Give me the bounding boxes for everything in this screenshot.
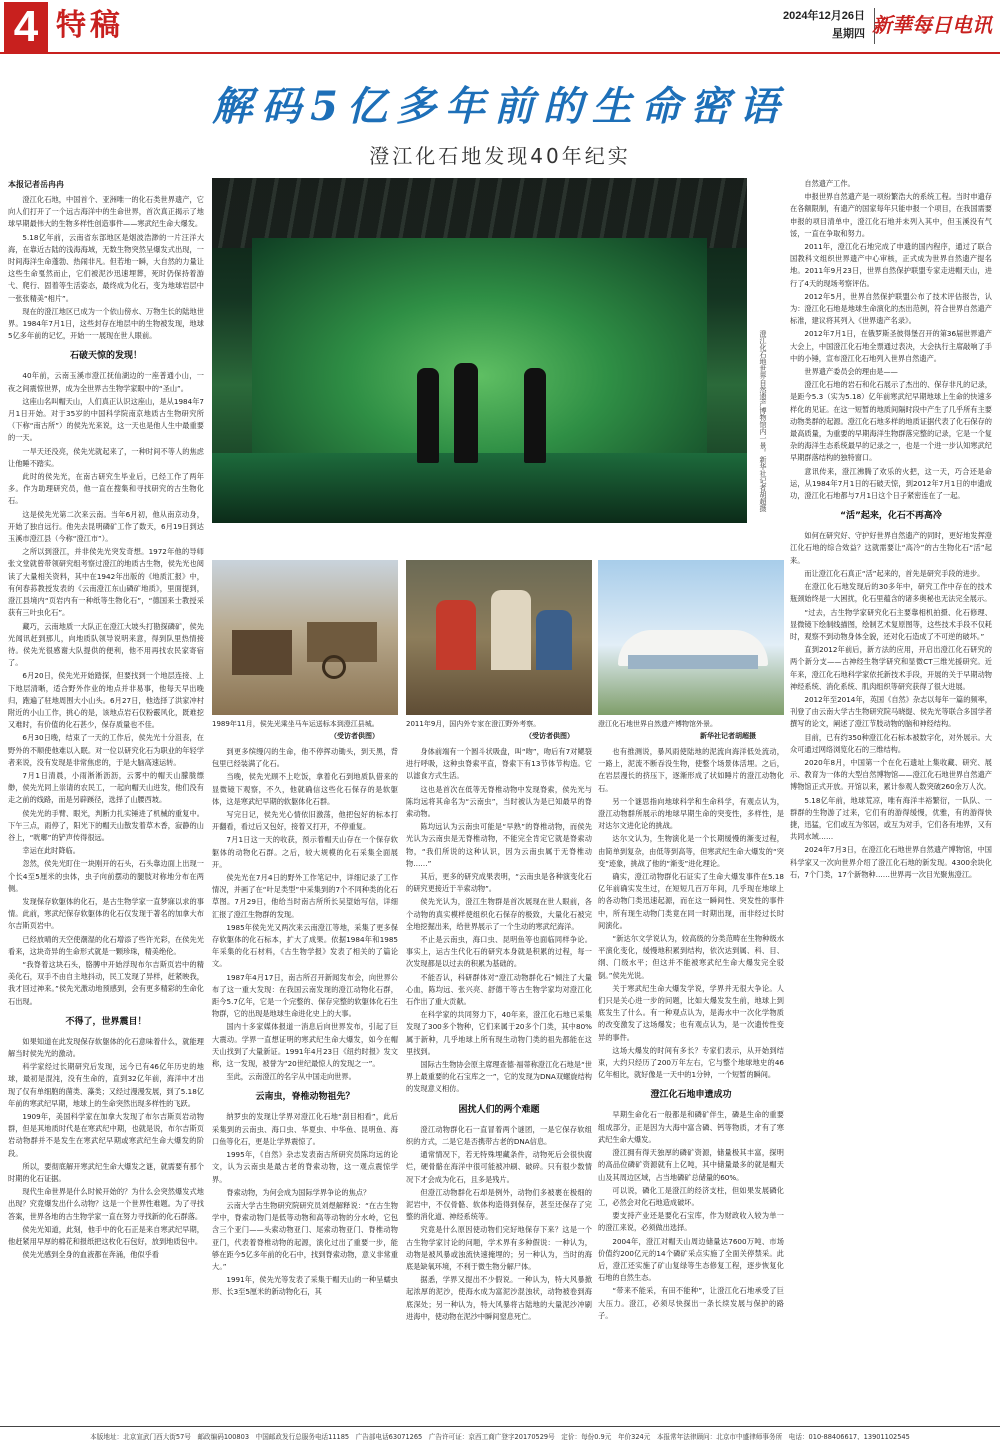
- footer-info: 本版地址：北京宣武门西大街57号 邮政编码100803 中国邮政发行总服务电话11185 广告部电话63071265 广告许可证：京西工商广登字20170529号 定价：每份0.9元 年价324元 本报常年法律顾问：北京市中盛律师事务所 电话：010-88406617、13901102545: [90, 1433, 910, 1441]
- section-heading: 困扰人们的两个难题: [458, 1104, 540, 1115]
- paragraph: 目前，已有约350种澄江化石标本被数字化，对外展示。大众可通过网络浏览化石的三维结构。: [790, 732, 992, 754]
- paragraph: 此时的侯先光，在南古研究生毕业后，已经工作了两年多。作为助理研究员，他一直在搜集和寻找研究的古生物化石。: [8, 472, 204, 506]
- paragraph: 至此，云南澄江的名字从中国走向世界。: [226, 1072, 356, 1082]
- photo3-caption: 澄江化石地世界自然遗产博物馆外景。: [598, 720, 717, 728]
- hero-photo-caption: 澄江化石地世界自然遗产博物馆内一景。新华社记者胡超摄: [759, 330, 767, 512]
- paragraph: 其后，更多的研究成果表明，“云南虫是各种演变化石的研究更接近于半索动物”。: [406, 872, 592, 894]
- section-heading: 石破天惊的发现！: [69, 351, 142, 362]
- article-column-1: [8, 178, 204, 1422]
- issue-date: 2024年12月26日: [783, 10, 865, 22]
- paragraph: 究竟是什么原因使动物们完好地保存下来？这是一个古生物学家讨论的问题，学术界有多种假说：一种认为，动物是被风暴或浊流快速掩埋的；另一种认为，当时的海底是缺氧环境，不利于微生物分解尸体。: [406, 1225, 592, 1271]
- field-survey-photo: [406, 560, 592, 715]
- paragraph: 2012年至2014年，英国《自然》杂志以每年一篇的频率，刊登了由云南大学古生物研究院马晓缇、侯先光等联合多国学者撰写的论文，阐述了澄江节肢动物的脑和神经结构。: [790, 694, 992, 729]
- paragraph: 一旱天还没亮，侯先光就起来了，一种时间不等人的焦虑让他睡不踏实。: [8, 446, 204, 468]
- paragraph: 侯先光在7月4日的野外工作笔记中，详细记录了工作情况，并画了在“叶足类型”中采集到的7个不同种类的化石草图。7月29日，他给当时南古所所长吴望始写信，详细汇报了澄江生物群的发现。: [212, 873, 398, 919]
- article-column-4: [406, 746, 592, 1422]
- paragraph: 这是侯先光第二次来云南。当年6月初，他从南京动身，开始了独自远行。他先去昆明磷矿工作了数天，6月19日到达玉溪市澄江县（今称“澄江市”）。: [8, 509, 204, 544]
- paragraph: 已经放晴的天空使潮湿的化石增添了些许光彩，在侯先光看来，这块奇异的生命形式就是一颗珍珠，精美绝伦。: [8, 934, 204, 956]
- photo-visitor-silhouette: [417, 368, 439, 463]
- paragraph: 现在的澄江地区已成为一个依山傍水、万物生长的陆地世界。1984年7月1日，这些封存在地层中的生物被发现，地球5亿多年前的记忆，开始一一展现在世人眼前。: [8, 306, 204, 341]
- paragraph: 5.18亿年前，地球荒凉，唯有海洋丰裕繁衍，一队队、一群群的生物游了过来，它们有的游得缓慢，优雅，有的游得快捷，迅猛，它们或互为邻居，或互为对手，它们各有地界，又有共同水域……: [790, 795, 992, 842]
- paragraph: “新达尔文学说认为，较高级的分类范畴在生物种级水平演化变化，缓慢地积累到结构，依次达到属、科、目、纲、门级水平；但这并不能被寒武纪生命大爆发完全驳倒。”侯先光说。: [598, 934, 784, 980]
- paragraph: 澄江化石地的岩石和化石展示了杰出的、保存非凡的记录，是距今5.3（实为5.18）亿年前寒武纪早期地球上生命的快速多样化的见证。在这一短暂的地质间隔时段中产生了几乎所有主要动物类群的起源。澄江化石地多样的地质证据代表了化石保存的最高质量，为重要的早期海洋生物群落完整的记录，它是一个复杂的海洋生态系统最早的记录之一，也是一个进一步认知寒武纪早期群落结构的独特窗口。: [790, 380, 992, 463]
- paragraph: 侯先光认为，澄江生物群是首次展现在世人眼前，各个动物的真实模样使组织化石保存的极致，大量化石被完全地挖掘出来，给世界展示了一个生动的寒武纪海洋。: [406, 897, 592, 931]
- paragraph: 2011年，澄江化石地完成了申遗的国内程序，通过了联合国教科文组织世界遗产中心审核，正式成为世界自然遗产提名地。2011年9月23日，世界自然保护联盟专家走进帽天山，进行了4天的现场考察评估。: [790, 242, 992, 288]
- paragraph: 自然遗产工作。: [804, 179, 855, 188]
- article-column-3: [212, 746, 398, 1422]
- paragraph: 达尔文认为，生物演化是一个长期缓慢的渐变过程，由简单到复杂，由低等到高等，但寒武纪生命大爆发的“突变”迹象，挑战了他的“渐变”进化理论。: [598, 834, 784, 868]
- paragraph: 而让澄江化石真正“活”起来的，首先是研究手段的进步。: [804, 568, 985, 578]
- article-subtitle: 澄江化石地发现40年纪实: [369, 144, 631, 168]
- paragraph: 这场大爆发的时间有多长？专家们表示，从开始到结束，大约只经历了200万年左右，它与整个地球地史的46亿年相比，就好像是一天中的1分钟，一个短暂的瞬间。: [598, 1045, 784, 1080]
- paragraph: 1909年，美国科学家在加拿大发现了布尔吉斯页岩动物群，但是其地质时代是在寒武纪中期，也就是说，布尔吉斯页岩动物群并不是发生在寒武纪早期或寒武纪生命大爆发的阶段。: [8, 1112, 204, 1158]
- paragraph: 如果知道在此发现保存软躯体的化石意味着什么，就能理解当时侯先光的激动。: [8, 1036, 204, 1058]
- paragraph: “过去，古生物学家研究化石主要靠相机拍摄、化石修理、显微镜下绘制线描图，绘制艺术复原图等，这些技术手段不仅耗时，观察不到动物身体全貌，还对化石造成了不可逆的破坏。”: [790, 607, 992, 641]
- paragraph: 早期生命化石一般都是和磷矿伴生，磷是生命的重要组成部分，正是因为大海中富含磷、钙等物质，才有了寒武纪生命大爆发。: [598, 1110, 784, 1144]
- paragraph: 也有推测说，暴风雨使陆地的泥流向海洋低处流动，一路上，泥流不断吞没生物，使整个场景体活埋。之后，在岩层漫长的挤压下，逐渐形成了状如睡片的澄江动物化石。: [598, 747, 784, 793]
- paragraph: 7月1日这一天的收获，预示着帽天山存在一个保存软躯体的动物化石群。之后，较大规模的化石采集全面展开。: [212, 835, 398, 869]
- issue-weekday: 星期四: [832, 28, 865, 40]
- photo3-credit: 新华社记者胡超摄: [700, 732, 756, 740]
- paragraph: 当晚，侯先光顾不上吃饭，拿着化石到地质队借来的显微镜下观察，不久，他就确信这些化石保存的是软躯体，这是寒武纪早期的软躯体化石群。: [212, 772, 398, 806]
- paragraph: 申报世界自然遗产是一项纷繁浩大的系统工程。当时申遗存在各额限制，有遗产的国家每年只能申报一个项目，在我国需要申报的项目清单中，澄江化石地并未列入其中，但玉溪没有气馁，一直在争取和努力。: [790, 192, 992, 238]
- paragraph: 侯先光的手臂、眼光，判断力扎实锤进了机械的重复中。下午三点，雨停了，阳光下的帽天山散发着草木香，寂静的山谷上，“咣啷”的铲声传得很远。: [8, 808, 204, 842]
- paragraph: 幸运在此时降临。: [22, 846, 80, 856]
- byline: 本报记者岳冉冉: [8, 180, 64, 189]
- paragraph: 藏巧，云南地质一大队正在澄江大坡头打勘探磷矿，侯先光闻讯赶到那儿，向地质队领导说明来意，得到队里热情接待。侯先光很感谢大队提供的便利，他不用再找农民家寄宿了。: [8, 621, 204, 668]
- paragraph: 澄江拥有得天独厚的磷矿资源，储量极其丰富，探明的高品位磷矿资源就有上亿吨，其中储量最多的就是帽天山及其周边区域，占当地磷矿总储量的60%。: [598, 1148, 784, 1182]
- top-rule: [0, 52, 1000, 54]
- paragraph: 2024年7月3日，在澄江化石地世界自然遗产博物馆，中国科学家又一次向世界介绍了澄江化石地的新发现。4300余块化石，7个门类，17个新物种……世界再一次目光聚焦澄江。: [790, 845, 992, 879]
- section-heading: “活”起来，化石不再高冷: [840, 511, 942, 522]
- paragraph: 但澄江动物群化石却是例外，动物们多被裹在极细的泥岩中，不仅骨骼、软体构造得到保存，甚至还保存了完整的消化道、神经系统等。: [406, 1187, 592, 1222]
- paragraph: 澄江化石地，中国首个、亚洲唯一的化石类世界遗产，它向人们打开了一个远古海洋中的生命世界，首次真正揭示了地球早期最伟大的生物多样性创造事件——寒武纪生命大爆发。: [8, 195, 204, 229]
- paragraph: 国内十多家媒体报道一消息后向世界发布，引起了巨大震动。学界一直想证明的寒武纪生命大爆发，如今在帽天山找到了大量新证。1991年4月23日《纽约时报》发文称，这一发现，被誉为“20世纪最惊人的发现之一”。: [212, 1022, 398, 1069]
- paragraph: 1991年，侯先光等发表了采集于帽天山的一种呈蠕虫形、长3至5厘米的新动物化石，其: [212, 1275, 398, 1297]
- paragraph: 发现保存软躯体的化石，是古生物学家一直梦寐以求的事情。此前，寒武纪保存软躯体的化石仅发现于著名的加拿大布尔吉斯页岩中。: [8, 896, 204, 931]
- paragraph: 2012年5月，世界自然保护联盟公布了技术评估报告，认为：澄江化石地是地球生命演化的杰出范例，符合世界自然遗产标准，建议将其列入《世界遗产名录》。: [790, 291, 992, 326]
- paragraph: 澄江动物群化石一直冒着两个谜团，一是它保存软组织的方式，二是它是否携带古老的DNA信息。: [406, 1124, 592, 1146]
- paragraph: 忽然，侯先光盯住一块刚开的石头，石头靠边面上出现一个长4至5厘米的虫体，虫子向前摆动的腿肢对称地分布在两侧。: [8, 859, 204, 893]
- paragraph: “我脊着这块石头，胳膊中开始浮现布尔吉斯页岩中的精美化石，双手不由自主地抖动，民工发现了异样，赶紧映我，我才回过神来。”侯先光激动地预感到，会有更多精彩的生命化石出现。: [8, 959, 204, 1006]
- paragraph: 如何在研究好、守护好世界自然遗产的同时，更好地发挥澄江化石地的综合效益？这就需要让“高冷”的古生物化石“活”起来。: [790, 531, 992, 565]
- paragraph: 这座山名叫帽天山，人们真正认识这座山，是从1984年7月1日开始。对于35岁的中国科学院南京地质古生物研究所（下称“南古所”）的侯先光来说，这一天也是他人生中最重要的一天。: [8, 396, 204, 443]
- photo1-credit: （受访者供图）: [330, 732, 379, 740]
- paragraph: 不止是云南虫，海口虫、昆明鱼等也面临同样争论。事实上，运古生代化石的研究本身就是积累的过程，每一次发现都是以过去的积累为基础的。: [406, 935, 592, 969]
- paragraph: 在澄江化石地发现后的30多年中，研究工作中存在的技术瓶颈始终是一大困扰，化石里蕴含的诸多奥秘也无法完全展示。: [790, 582, 992, 604]
- paragraph: 2012年7月1日，在俄罗斯圣彼得堡召开的第36届世界遗产大会上，中国澄江化石地全票通过表决，大会执行主席敲响了手中的小锤，宣布澄江化石地列入世界自然遗产。: [790, 329, 992, 363]
- masthead: [0, 0, 1000, 54]
- paragraph: 要支持产业还是要化石宝库，作为财政收入较为单一的澄江来说，必须做出选择。: [598, 1211, 784, 1233]
- photo-visitor-silhouette: [524, 368, 546, 463]
- paragraph: 1995年，《自然》杂志发表南古所研究员陈均远的论文，认为云南虫是最古老的脊索动物，这一观点震惊学界。: [212, 1150, 398, 1184]
- paragraph: 关于寒武纪生命大爆发学说，学界并无很大争论。人们只是关心进一步的问题，比如大爆发发生前，地球上到底发生了什么。有一种观点认为，是海水中一次化学物质的改变激发了这场爆发；也有观点认为，是一次遗传性变异的事件。: [598, 983, 784, 1042]
- paragraph: 世界遗产委员会的理由是——: [804, 367, 898, 377]
- paragraph: 不能否认，科研群体对“澄江动物群化石”倾注了大量心血，陈均远、张兴亮、舒德干等古生物学家均对澄江化石作出了重大贡献。: [406, 972, 592, 1007]
- paragraph: 7月1日清晨，小雨淅淅沥沥，云雾中的帽天山朦胧缥缈，侯先光同上崇请的农民工，一起向帽天山进发，他们没有走之前的线路，而是另辟蹊径，选择了山腰西坡。: [8, 770, 204, 805]
- horse-cart-photo: [212, 560, 398, 715]
- paragraph: “带来不能采，有田不能种”，让澄江化石地承受了巨大压力。澄江，必须尽快探出一条长续发展与保护的路子。: [598, 1286, 784, 1320]
- paragraph: 意讯传来，澄江沸腾了欢乐的火把，这一天，巧合还是命运，从1984年7月1日的石破天惊，到2012年7月1日的申遗成功，澄江化石地都与7月1日这个日子紧密连在了一起。: [790, 466, 992, 501]
- article-title: 解码5亿多年前的生命密语: [212, 83, 788, 130]
- paragraph: 通常情况下，若无特殊埋藏条件，动物死后会很快腐烂，硬骨骼在海洋中很可能被冲刷、破碎。只有很少数情况下才会成为化石，且多是残片。: [406, 1150, 592, 1184]
- paragraph: 身体前端有一个圆斗状吸盘，叫“吻”，吻后有7对鳃裂进行呼吸，这种虫脊索平直，脊索下有13节体节构造。它以滤食方式生活。: [406, 747, 592, 781]
- section-heading: 不得了，世界震目！: [65, 1016, 147, 1027]
- museum-exterior-photo: [598, 560, 784, 715]
- article-column-5: [598, 746, 784, 1422]
- paragraph: 侯先光感到全身的血液都在奔涌，他似乎看: [22, 1250, 159, 1260]
- paragraph: 另一个谜思指向地球科学和生命科学，有观点认为，澄江动物群所展示的地球早期生命的突变性，多样性，是对达尔文进化论的挑战。: [598, 796, 784, 831]
- paragraph: 据悉，学界又提出不少假说。一种认为，特大风暴掀起浓厚的泥沙，使海水成为富泥沙混浊状，动物被卷到海底深处；另一种认为，特大风暴将古陆地的大量泥沙冲刷进海中，使动物在泥沙中瞬间窒息死亡。: [406, 1275, 592, 1321]
- paragraph: 1985年侯先光又两次来云南澄江等地，采集了更多保存软躯体的化石标本，扩大了成果。依据1984年和1985年采集的化石材料，《古生物学报》发表了相关的了篇论文。: [212, 922, 398, 969]
- newspaper-logo: 新華每日电讯: [872, 13, 992, 37]
- section-name: 特稿: [56, 8, 124, 43]
- paragraph: 这也是首次在低等无脊椎动物中发现脊索，侯先光与陈均远将其命名为“云南虫”，当时被认为是已知最早的脊索动物。: [406, 784, 592, 819]
- page-number: 4: [4, 2, 48, 52]
- paragraph: 陈均远认为云南虫可能是“早熟”的脊椎动物，而侯先光认为云南虫是无脊椎动物，不能完全肯定它就是脊索动物，“我们所说的这种认识，因为云南虫属于无脊椎动物……”: [406, 822, 592, 868]
- article-column-6: [790, 178, 992, 1422]
- paragraph: 科学家经过长期研究后发现，远今已有46亿年历史的地球，最初是混沌，没有生命的，直到32亿年前，海洋中才出现了仅有单细胞的菌类、藻类；又经过漫漫发展，到了5.18亿年前的寒武纪早期，地球上的生命突然出现多样性的飞跃。: [8, 1062, 204, 1108]
- paragraph: 侯先光知道，此刻，他手中的化石正是来自寒武纪早期，他赶紧用早厚的棉花和报纸把这枚化石包好，放到地质包中。: [8, 1224, 204, 1247]
- paragraph: 1987年4月17日，南古所召开新闻发布会，向世界公布了这一重大发现：在我国云南发现的澄江动物化石群，距今5.7亿年，它是一个完整的、保存完整的软躯体化石生物群，它的出现是地球生命进化史上的大事。: [212, 972, 398, 1019]
- paragraph: 可以说，磷化工是澄江的经济支柱，但如果发展磷化工，必然会对化石地造成破坏。: [598, 1185, 784, 1207]
- paragraph: 所以，要彻底解开寒武纪生命大爆发之谜，就需要有那个时期的化石证据。: [8, 1161, 204, 1184]
- paragraph: 写完日记，侯先光心情依旧激荡，他把包好的标本打开翻看，看过后又包好，接着又打开，不停重复。: [212, 810, 398, 832]
- photo2-credit: （受访者供图）: [525, 732, 574, 740]
- photo-ocean-projection: [252, 238, 707, 468]
- paragraph: 确实，澄江动物群化石证实了生命大爆发事件在5.18亿年前确实发生过，在短短几百万年间，几乎现在地球上的各动物门类迅速起源，而在这一瞬间性、突发性的事件中，所有现生动物门类竟在同一时期出现，而非经过长时间演化。: [598, 872, 784, 930]
- paragraph: 到更多缤缦闪的生命，他不停挥动锄头，到天黑，背包里已经装满了化石。: [212, 747, 398, 769]
- section-heading: 云南虫，脊椎动物祖先？: [255, 1092, 355, 1103]
- museum-hero-photo: [212, 178, 747, 523]
- photo2-caption: 2011年9月，国内外专家在澄江野外考察。: [406, 720, 541, 728]
- paragraph: 40年前，云南玉溪市澄江抚仙湖边的一座普通小山，一夜之间震惊世界，成为全世界古生物学家眼中的“圣山”。: [8, 371, 204, 393]
- section-heading: 澄江化石地申遗成功: [650, 1090, 732, 1101]
- paragraph: 6月30日晚，结束了一天的工作后，侯先光十分沮丧，在野外的不顺使他难以入眠。对一位以研究化石为职业的年轻学者来说，没有发现是非常焦虑的，于是大脑高速运转。: [8, 733, 204, 767]
- paragraph: 现代生命世界是什么时候开始的？为什么会突然爆发式地出现？究竟爆发出什么动物？这是一个世界性难题。为了寻找答案，世界各地的古生物学家一直在努力寻找新的化石群落。: [8, 1187, 204, 1221]
- paragraph: 2020年8月，中国第一个在化石遗址上集收藏、研究、展示、教育为一体的大型自然博物馆——澄江化石地世界自然遗产博物馆正式开放。开馆以来，累计参观人数突破260余万人次。: [790, 757, 992, 792]
- photo-floor: [212, 453, 747, 523]
- paragraph: 纳罗虫的发现让学界对澄江化石地“刮目相看”，此后采集到的云南虫、海口虫、华夏虫、中华鱼、昆明鱼、海口鱼等化石，更是让学界震惊了。: [212, 1112, 398, 1146]
- paragraph: 国际古生物协会原主席理查德·福蒂称澄江化石地是“世界上最重要的化石宝库之一”，它的发现为DNA双螺旋结构的发现意义相仿。: [406, 1060, 592, 1094]
- photo-visitor-silhouette: [454, 363, 478, 463]
- paragraph: 脊索动物，为何会成为国际学界争论的焦点？: [226, 1187, 371, 1197]
- paragraph: 直到2012年前后，新方法的应用，开启出澄江化石研究的两个新分支——古神经生物学研究和显微CT三维光援研究。近年来，澄江化石地科学家依托新技术手段，开展的关于早期动物神经系统、消化系统、肌肉组织等研究获得了很大进展。: [790, 645, 992, 691]
- paragraph: 2004年，澄江对帽天山周边储量达7600万吨、市场价值约200亿元的14个磷矿采点实施了全面关停禁采。此后，澄江还实施了矿山复绿等生态修复工程，逐步恢复化石地的自然生态。: [598, 1236, 784, 1283]
- photo1-caption: 1989年11月，侯先光乘坐马车运送标本到澄江县城。: [212, 720, 379, 728]
- paragraph: 之所以到澄江，并非侯先光突发奇想。1972年他的导师张文堂就曾带领研究组考察过澄江的地质古生物，侯先光也阅读了大量相关资料，其中在1942年出版的《地质汇报》中，有何春荪教授发表的《云南澄江东山磷矿地质》，里面提到，澄江县境内“页岩内有一种纸等生物化石”，“德国来士教授采获有三叶虫化石”。: [8, 547, 204, 618]
- paragraph: 6月20日，侯先光开始踏探，但要找到一个地层连接、上下地层清晰，适合野外作业的地点并非易事，他每天早出晚归，跑遍了驻地周围大小山头。6月27日，他选择了洪家冲村附近的小山工作，挑心的是，该地点岩石仅粉霰风化，既难挖又难时，有价值的化石甚少，保存质量也不佳。: [8, 671, 204, 730]
- paragraph: 5.18亿年前，云南省东部地区是烟波浩渺的一片汪洋大海，在靠近古陆的浅海海域，无数生物突然呈爆发式出现，一时间海洋生命蓬勃、热闹非凡。但若地一瞬，大自然的力量让这些生命戛然而止，它们被泥沙迅速埋葬，死时仍保持着游弋、爬行、固着等生活姿态，最终成为化石，变为地球岩层中一张张精美“相片”。: [8, 232, 204, 303]
- footer-rule: [0, 1426, 1000, 1427]
- paragraph: 在科学家的共同努力下，40年来，澄江化石地已采集发现了300多个物种，它们来属于20多个门类，其中80%属于新种，几乎地球上所有现生动物门类的祖先都能在这里找到。: [406, 1010, 592, 1056]
- paragraph: 云南大学古生物研究院研究员刘煜解释说：“在古生物学中，脊索动物门是低等动物和高等动物的分水岭，它包含三个亚门——头索动物亚门、尾索动物亚门、脊椎动物亚门，代表着脊椎动物的起源，演化过出了重要一步，能够在距今5亿多年前的化石中，找到脊索动物，意义非常重大。”: [212, 1200, 398, 1271]
